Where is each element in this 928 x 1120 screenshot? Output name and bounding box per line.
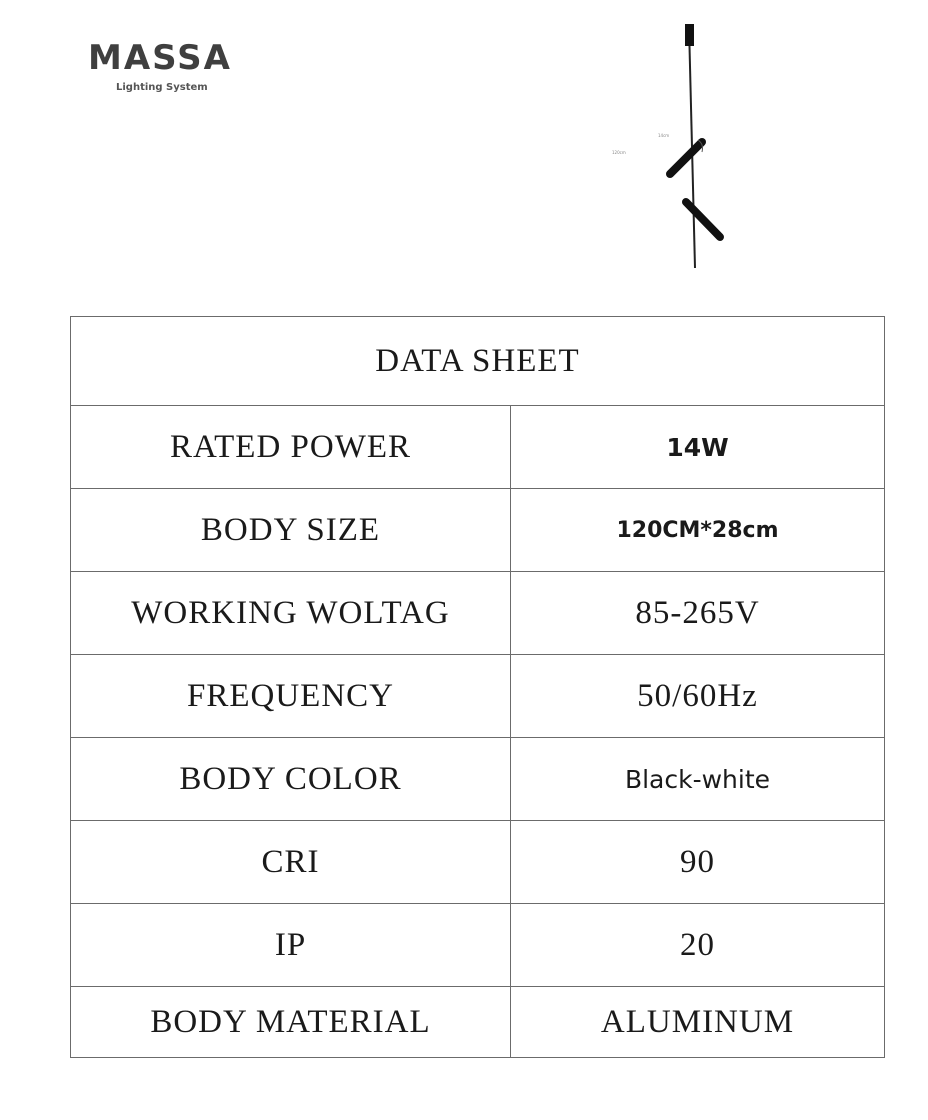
row-value-rated-power: 14W bbox=[511, 406, 885, 489]
dim-label-side: 120cm bbox=[612, 150, 626, 155]
row-label-cri: CRI bbox=[71, 821, 511, 904]
brand-tagline: Lighting System bbox=[116, 82, 208, 93]
row-value-cri: 90 bbox=[511, 821, 885, 904]
brand-name: MASSA bbox=[88, 38, 232, 78]
row-label-body-material: BODY MATERIAL bbox=[71, 987, 511, 1058]
row-label-ip: IP bbox=[71, 904, 511, 987]
table-row bbox=[71, 904, 885, 987]
row-label-body-size: BODY SIZE bbox=[71, 489, 511, 572]
row-value-frequency: 50/60Hz bbox=[511, 655, 885, 738]
lower-lamp-shape bbox=[686, 202, 720, 237]
brand-logo bbox=[88, 38, 278, 100]
row-label-rated-power: RATED POWER bbox=[71, 406, 511, 489]
row-value-body-color: Black-white bbox=[511, 738, 885, 821]
row-label-frequency: FREQUENCY bbox=[71, 655, 511, 738]
product-illustration bbox=[600, 18, 740, 278]
row-label-working-voltage: WORKING WOLTAG bbox=[71, 572, 511, 655]
data-sheet-table bbox=[70, 316, 885, 1058]
table-row bbox=[71, 406, 885, 489]
table-row bbox=[71, 821, 885, 904]
row-label-body-color: BODY COLOR bbox=[71, 738, 511, 821]
sheet-title: DATA SHEET bbox=[71, 317, 885, 406]
table-row bbox=[71, 655, 885, 738]
dim-label-top: 14cm bbox=[658, 133, 670, 138]
table-row bbox=[71, 572, 885, 655]
canopy-shape bbox=[685, 24, 694, 46]
table-row bbox=[71, 738, 885, 821]
table-row bbox=[71, 987, 885, 1058]
row-value-body-material: ALUMINUM bbox=[511, 987, 885, 1058]
upper-lamp-shape bbox=[670, 142, 702, 174]
row-value-ip: 20 bbox=[511, 904, 885, 987]
row-value-body-size: 120CM*28cm bbox=[511, 489, 885, 572]
pendant-lamp-icon bbox=[600, 18, 740, 278]
row-value-working-voltage: 85-265V bbox=[511, 572, 885, 655]
table-row bbox=[71, 489, 885, 572]
